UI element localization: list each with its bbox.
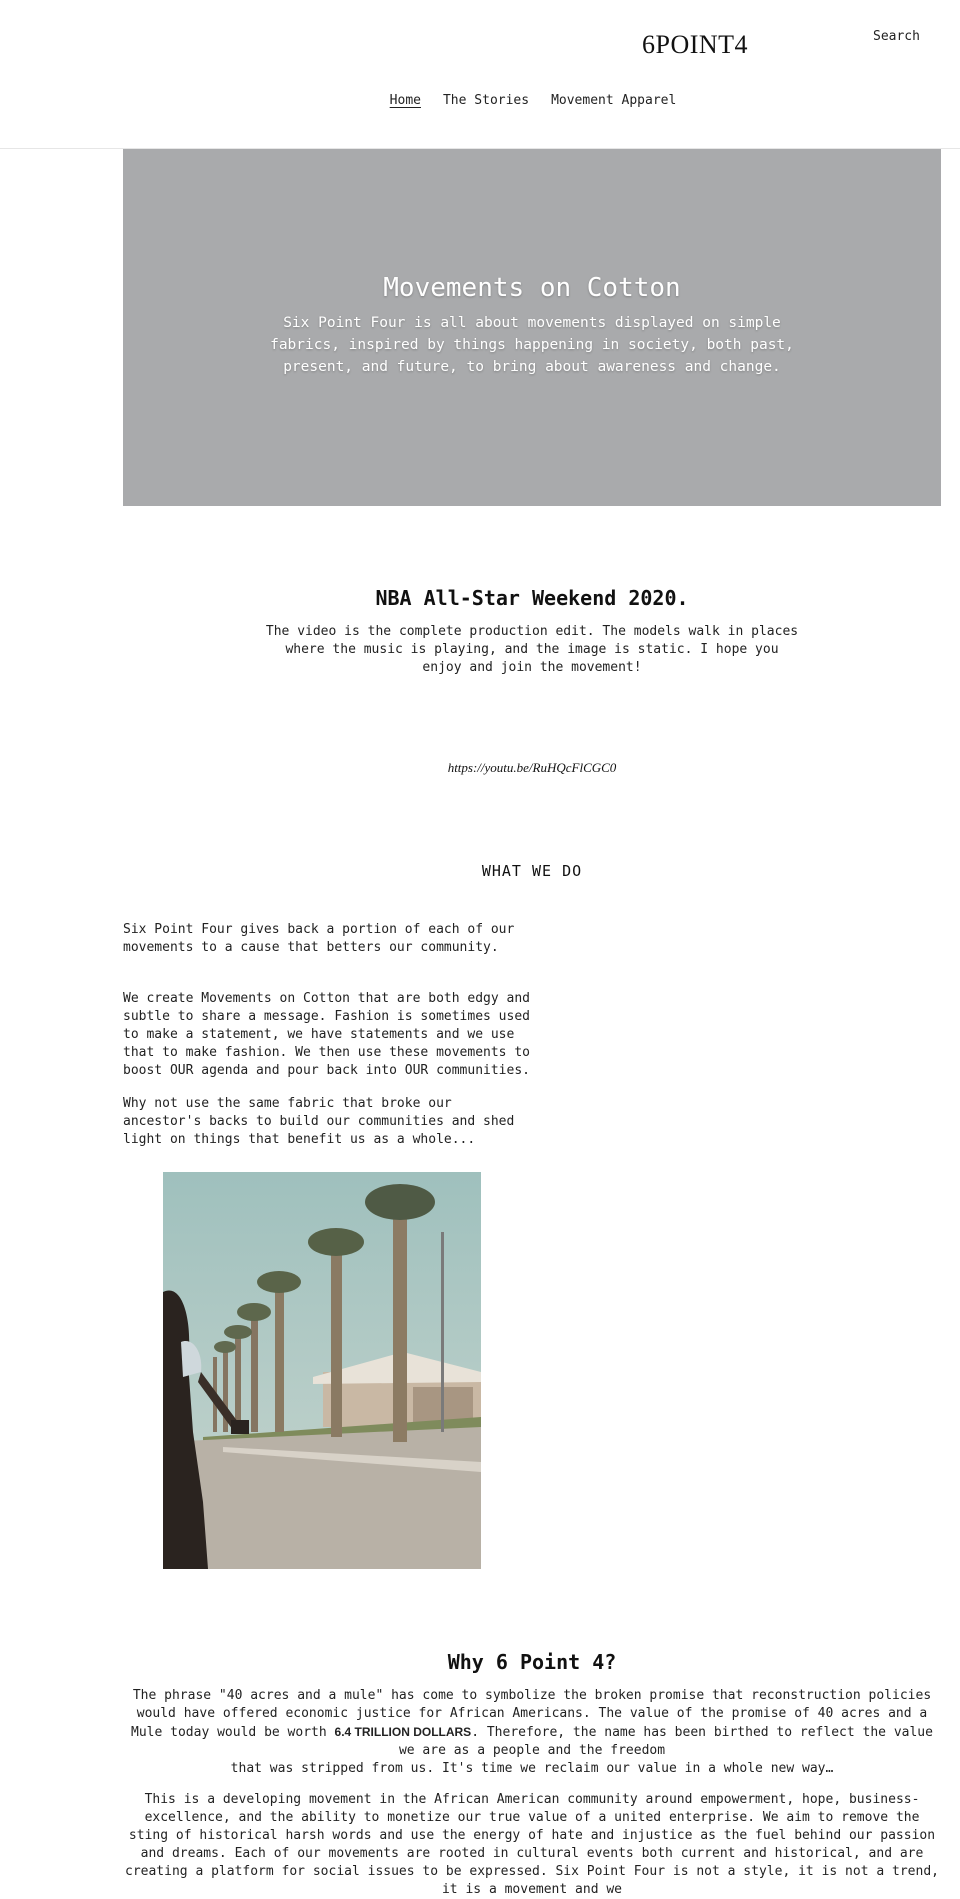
nav-movement-apparel[interactable]: Movement Apparel [551,93,677,108]
nba-section-title: NBA All-Star Weekend 2020. [375,586,689,610]
what-we-do-paragraph: Why not use the same fabric that broke our ancestor's backs to build our communities and shed light on things that benefit us as a whole... [123,1096,515,1147]
why-text-part: . Therefore, the name has been birthed to reflect the value we are as a people and the freedom [398,1725,933,1758]
what-we-do-paragraph: We create Movements on Cotton that are both edgy and subtle to share a message. Fashion is sometimes used to make a statement, we have statements and we use that to make fashion. We then use these movements to boost OUR agenda and pour back into OUR communities. [123,991,530,1078]
why-text-part: The phrase "40 acres and a mule" has come to symbolize the broken promise that reconstruction policies would have offered economic justice for African Americans. The value of the promise of 40 acres and a Mule today would be worth [131,1688,932,1740]
main-nav [0,93,960,108]
site-logo[interactable]: 6POINT4 [642,30,749,59]
search-link[interactable]: Search [873,29,920,44]
what-we-do-title: WHAT WE DO [481,862,583,880]
palm-street-photo [163,1172,481,1569]
youtube-link[interactable]: https://youtu.be/RuHQcFlCGC0 [447,760,617,775]
nav-home[interactable]: Home [389,93,421,108]
why-section-title: Why 6 Point 4? [447,1650,617,1674]
nav-the-stories[interactable]: The Stories [442,93,530,108]
hero-title: Movements on Cotton [383,273,681,303]
site-header [0,0,960,149]
hero-banner [123,149,941,506]
hero-text: Six Point Four is all about movements displayed on simple fabrics, inspired by things happening in society, both past, present, and future, to bring about awareness and change. [270,315,794,375]
nba-description: The video is the complete production edit. The models walk in places where the music is playing, and the image is static. I hope you enjoy and join the movement! [265,624,799,675]
why-paragraph-2: This is a developing movement in the African American community around empowerment, hope, business-excellence, and the ability to monetize our true value of a united enterprise. We aim to remove the sting of historical harsh words and use the energy of hate and injustice as the fuel behind our passion and dreams. Each of our movements are rooted in cultural events both current and historical, and are creating a platform for social issues to be expressed. Six Point Four is not a style, it is not a trend, it is a movement and we [125,1792,939,1897]
what-we-do-paragraph: Six Point Four gives back a portion of each of our movements to a cause that betters our community. [123,922,515,955]
why-paragraph [123,1687,941,1778]
why-text-part: that was stripped from us. It's time we reclaim our value in a whole new way… [230,1761,834,1776]
why-highlight: 6.4 TRILLION DOLLARS [334,1725,472,1739]
